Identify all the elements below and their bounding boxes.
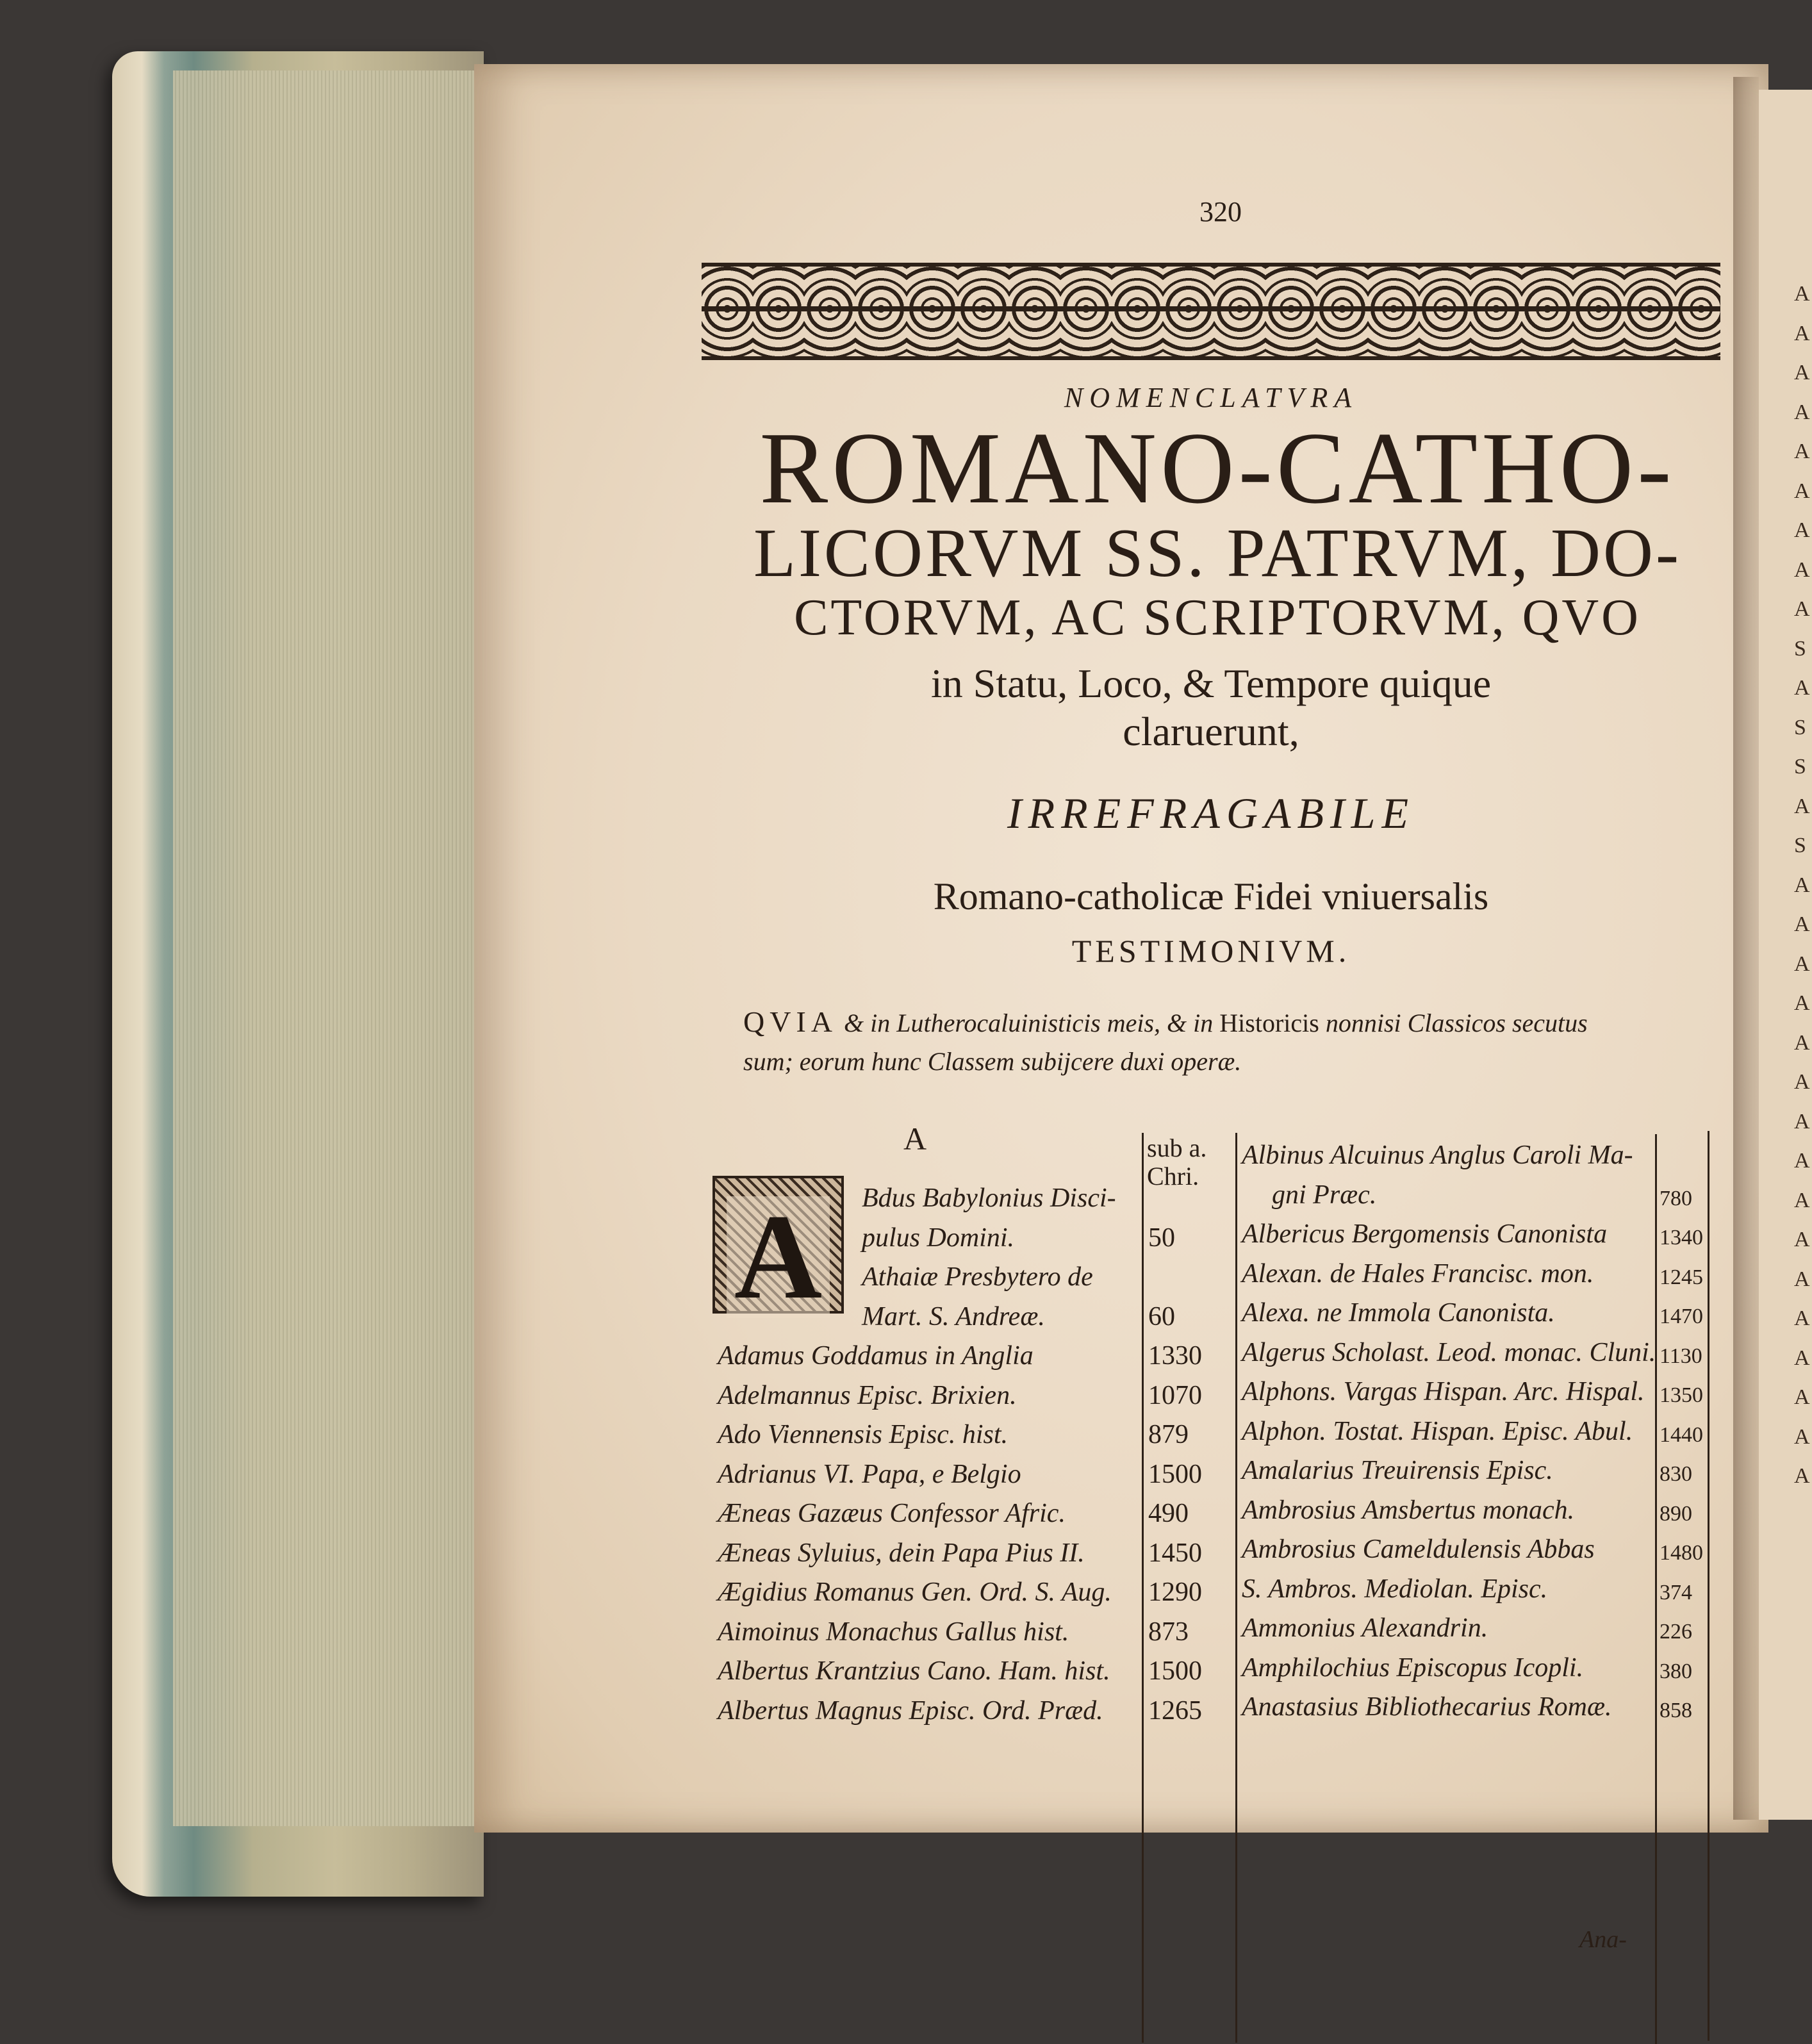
facing-page-letter: A [1794,1424,1810,1449]
left-entry-year: 50 [1148,1223,1175,1253]
facing-page-letter: A [1794,1385,1810,1409]
right-entry-year: 830 [1660,1462,1692,1486]
facing-page-letter: A [1794,282,1810,306]
right-entry-name: Amalarius Treuirensis Episc. [1242,1456,1553,1485]
left-entry-name: Aimoinus Monachus Gallus hist. [718,1617,1069,1647]
facing-page-letter: A [1794,321,1810,345]
left-entry-year: 1290 [1148,1578,1202,1607]
right-entry-year: 1440 [1660,1422,1703,1447]
left-entry-year: 60 [1148,1301,1175,1331]
facing-page-letter: A [1794,912,1810,936]
facing-page-letter: A [1794,518,1810,542]
left-entry-name: Albertus Magnus Episc. Ord. Præd. [718,1695,1103,1726]
right-entry-year: 1350 [1660,1383,1703,1407]
facing-page-letter: A [1794,400,1810,424]
left-entry-year: 873 [1148,1617,1189,1647]
column-rule [1655,1134,1657,2044]
left-entry-name: Athaiæ Presbytero de [862,1262,1093,1292]
right-entry-name: gni Præc. [1272,1180,1377,1210]
facing-page-letter: A [1794,440,1810,463]
left-entry-year: 1070 [1148,1380,1202,1410]
title-line-3: CTORVM, AC SCRIPTORVM, QVO [794,589,1641,646]
right-entry-name: S. Ambros. Mediolan. Episc. [1242,1574,1548,1604]
facing-page-letter: A [1794,1149,1810,1173]
left-entry-year: 879 [1148,1420,1189,1449]
left-entry-name: Adamus Goddamus in Anglia [718,1341,1034,1371]
testimonium: TESTIMONIVM. [1071,933,1351,969]
facing-page-letter: A [1794,1346,1810,1370]
facing-page-letter: A [1794,1228,1810,1251]
subtitle-line-1: in Statu, Loco, & Tempore quique [930,661,1492,706]
facing-page-letter: A [1794,361,1810,384]
main-title [698,411,1736,646]
right-entry-year: 226 [1660,1620,1692,1644]
right-entry-year: 1245 [1660,1265,1703,1289]
intro-lead-word: QVIA [743,1005,837,1038]
year-header-line-2: Chri. [1147,1162,1199,1191]
heading-irrefragabile: IRREFRAGABILE [1007,789,1415,837]
facing-page-letter: A [1794,873,1810,897]
facing-page-letter: A [1794,794,1810,818]
ornament-band [702,263,1720,360]
column-rule [1708,1131,1709,2041]
intro-text-b: nonnisi Classicos secutus [1319,1009,1588,1037]
facing-page-letter: A [1794,479,1810,503]
facing-page-letter: S [1794,715,1806,739]
right-entry-year: 1130 [1660,1344,1702,1368]
subtitle-line-2: claruerunt, [1123,709,1299,754]
right-entry-name: Anastasius Bibliothecarius Romæ. [1242,1692,1612,1722]
facing-page-letter: S [1794,755,1806,779]
facing-page-letter: A [1794,676,1810,700]
right-entry-year: 890 [1660,1501,1692,1526]
left-entry-year: 1450 [1148,1538,1202,1568]
right-entry-name: Alphons. Vargas Hispan. Arc. Hispal. [1242,1377,1645,1406]
book-gutter [1733,77,1759,1820]
right-entry-name: Ambrosius Cameldulensis Abbas [1242,1535,1595,1564]
facing-page-letter: A [1794,1267,1810,1291]
page-stack [173,70,481,1826]
pre-title: NOMENCLATVRA [1064,382,1358,413]
right-entry-name: Alphon. Tostat. Hispan. Episc. Abul. [1242,1416,1633,1446]
right-entry-name: Albericus Bergomensis Canonista [1242,1219,1608,1249]
column-rule [1142,1133,1144,2043]
facing-page-letter: A [1794,597,1810,621]
facing-page-letter: A [1794,1306,1810,1330]
left-entry-name: pulus Domini. [862,1223,1015,1253]
left-entry-name: Ado Viennensis Episc. hist. [718,1420,1008,1449]
right-entry-name: Ammonius Alexandrin. [1242,1613,1488,1643]
right-entry-name: Amphilochius Episcopus Icopli. [1242,1653,1584,1683]
left-entry-year: 1265 [1148,1695,1202,1726]
year-header-line-1: sub a. [1147,1133,1207,1162]
right-entry-name: Algerus Scholast. Leod. monac. Cluni. [1242,1337,1656,1367]
right-entry-year: 1480 [1660,1541,1703,1565]
left-entry-name: Adelmannus Episc. Brixien. [718,1380,1017,1410]
left-entry-year: 1330 [1148,1341,1202,1371]
intro-text-line-2: sum; eorum hunc Classem subijcere duxi operæ. [743,1047,1242,1076]
column-rule [1235,1133,1237,2043]
facing-page-letter: A [1794,557,1810,582]
right-entry-name: Alexan. de Hales Francisc. mon. [1242,1258,1594,1289]
facing-page-letter: S [1794,636,1806,661]
title-line-2: LICORVM SS. PATRVM, DO- [753,515,1681,591]
facing-page-letter: A [1794,1109,1810,1133]
left-entry-name: Albertus Krantzius Cano. Ham. hist. [718,1656,1110,1686]
right-entry-year: 1340 [1660,1226,1703,1249]
title-line-1: ROMANO-CATHO- [759,411,1676,525]
facing-page-letter: S [1794,834,1806,857]
facing-page-letter: A [1794,1030,1810,1055]
right-entry-year: 380 [1660,1659,1692,1683]
facing-page-letter: A [1794,952,1810,976]
right-entry-name: Ambrosius Amsbertus monach. [1242,1495,1575,1525]
page-number: 320 [1199,196,1242,227]
left-entry-name: Adrianus VI. Papa, e Belgio [718,1459,1021,1489]
right-entry-name: Albinus Alcuinus Anglus Caroli Ma- [1242,1141,1633,1170]
facing-page-letter: A [1794,1070,1810,1094]
right-entry-year: 374 [1660,1580,1692,1604]
section-letter: A [903,1121,927,1157]
drop-cap [712,1176,844,1324]
right-entry-name: Alexa. ne Immola Canonista. [1242,1298,1555,1328]
left-entry-name: Mart. S. Andreæ. [862,1301,1045,1331]
intro-paragraph [743,1003,1704,1081]
drop-cap-letter: A [727,1196,830,1318]
left-entry-year: 490 [1148,1499,1189,1528]
left-entry-name: Æneas Syluius, dein Papa Pius II. [718,1538,1085,1568]
left-entry-name: Bdus Babylonius Disci- [862,1183,1116,1213]
intro-text-a: & in Lutherocaluinisticis meis, & in [837,1009,1220,1037]
right-entry-year: 1470 [1660,1305,1703,1328]
right-entry-year: 858 [1660,1699,1692,1722]
left-entry-name: Ægidius Romanus Gen. Ord. S. Aug. [718,1578,1112,1607]
left-entry-year: 1500 [1148,1656,1202,1686]
right-entry-year: 780 [1660,1186,1692,1210]
left-entry-name: Æneas Gazæus Confessor Afric. [718,1499,1066,1528]
facing-page-letter: A [1794,991,1810,1015]
left-entry-year: 1500 [1148,1459,1202,1489]
facing-page-letter: A [1794,1188,1810,1212]
catchword: Ana- [1579,1926,1627,1953]
facing-page-letter: A [1794,1464,1810,1488]
subheading: Romano-catholicæ Fidei vniuersalis [933,875,1489,918]
intro-text-roman: Historicis [1219,1009,1319,1037]
